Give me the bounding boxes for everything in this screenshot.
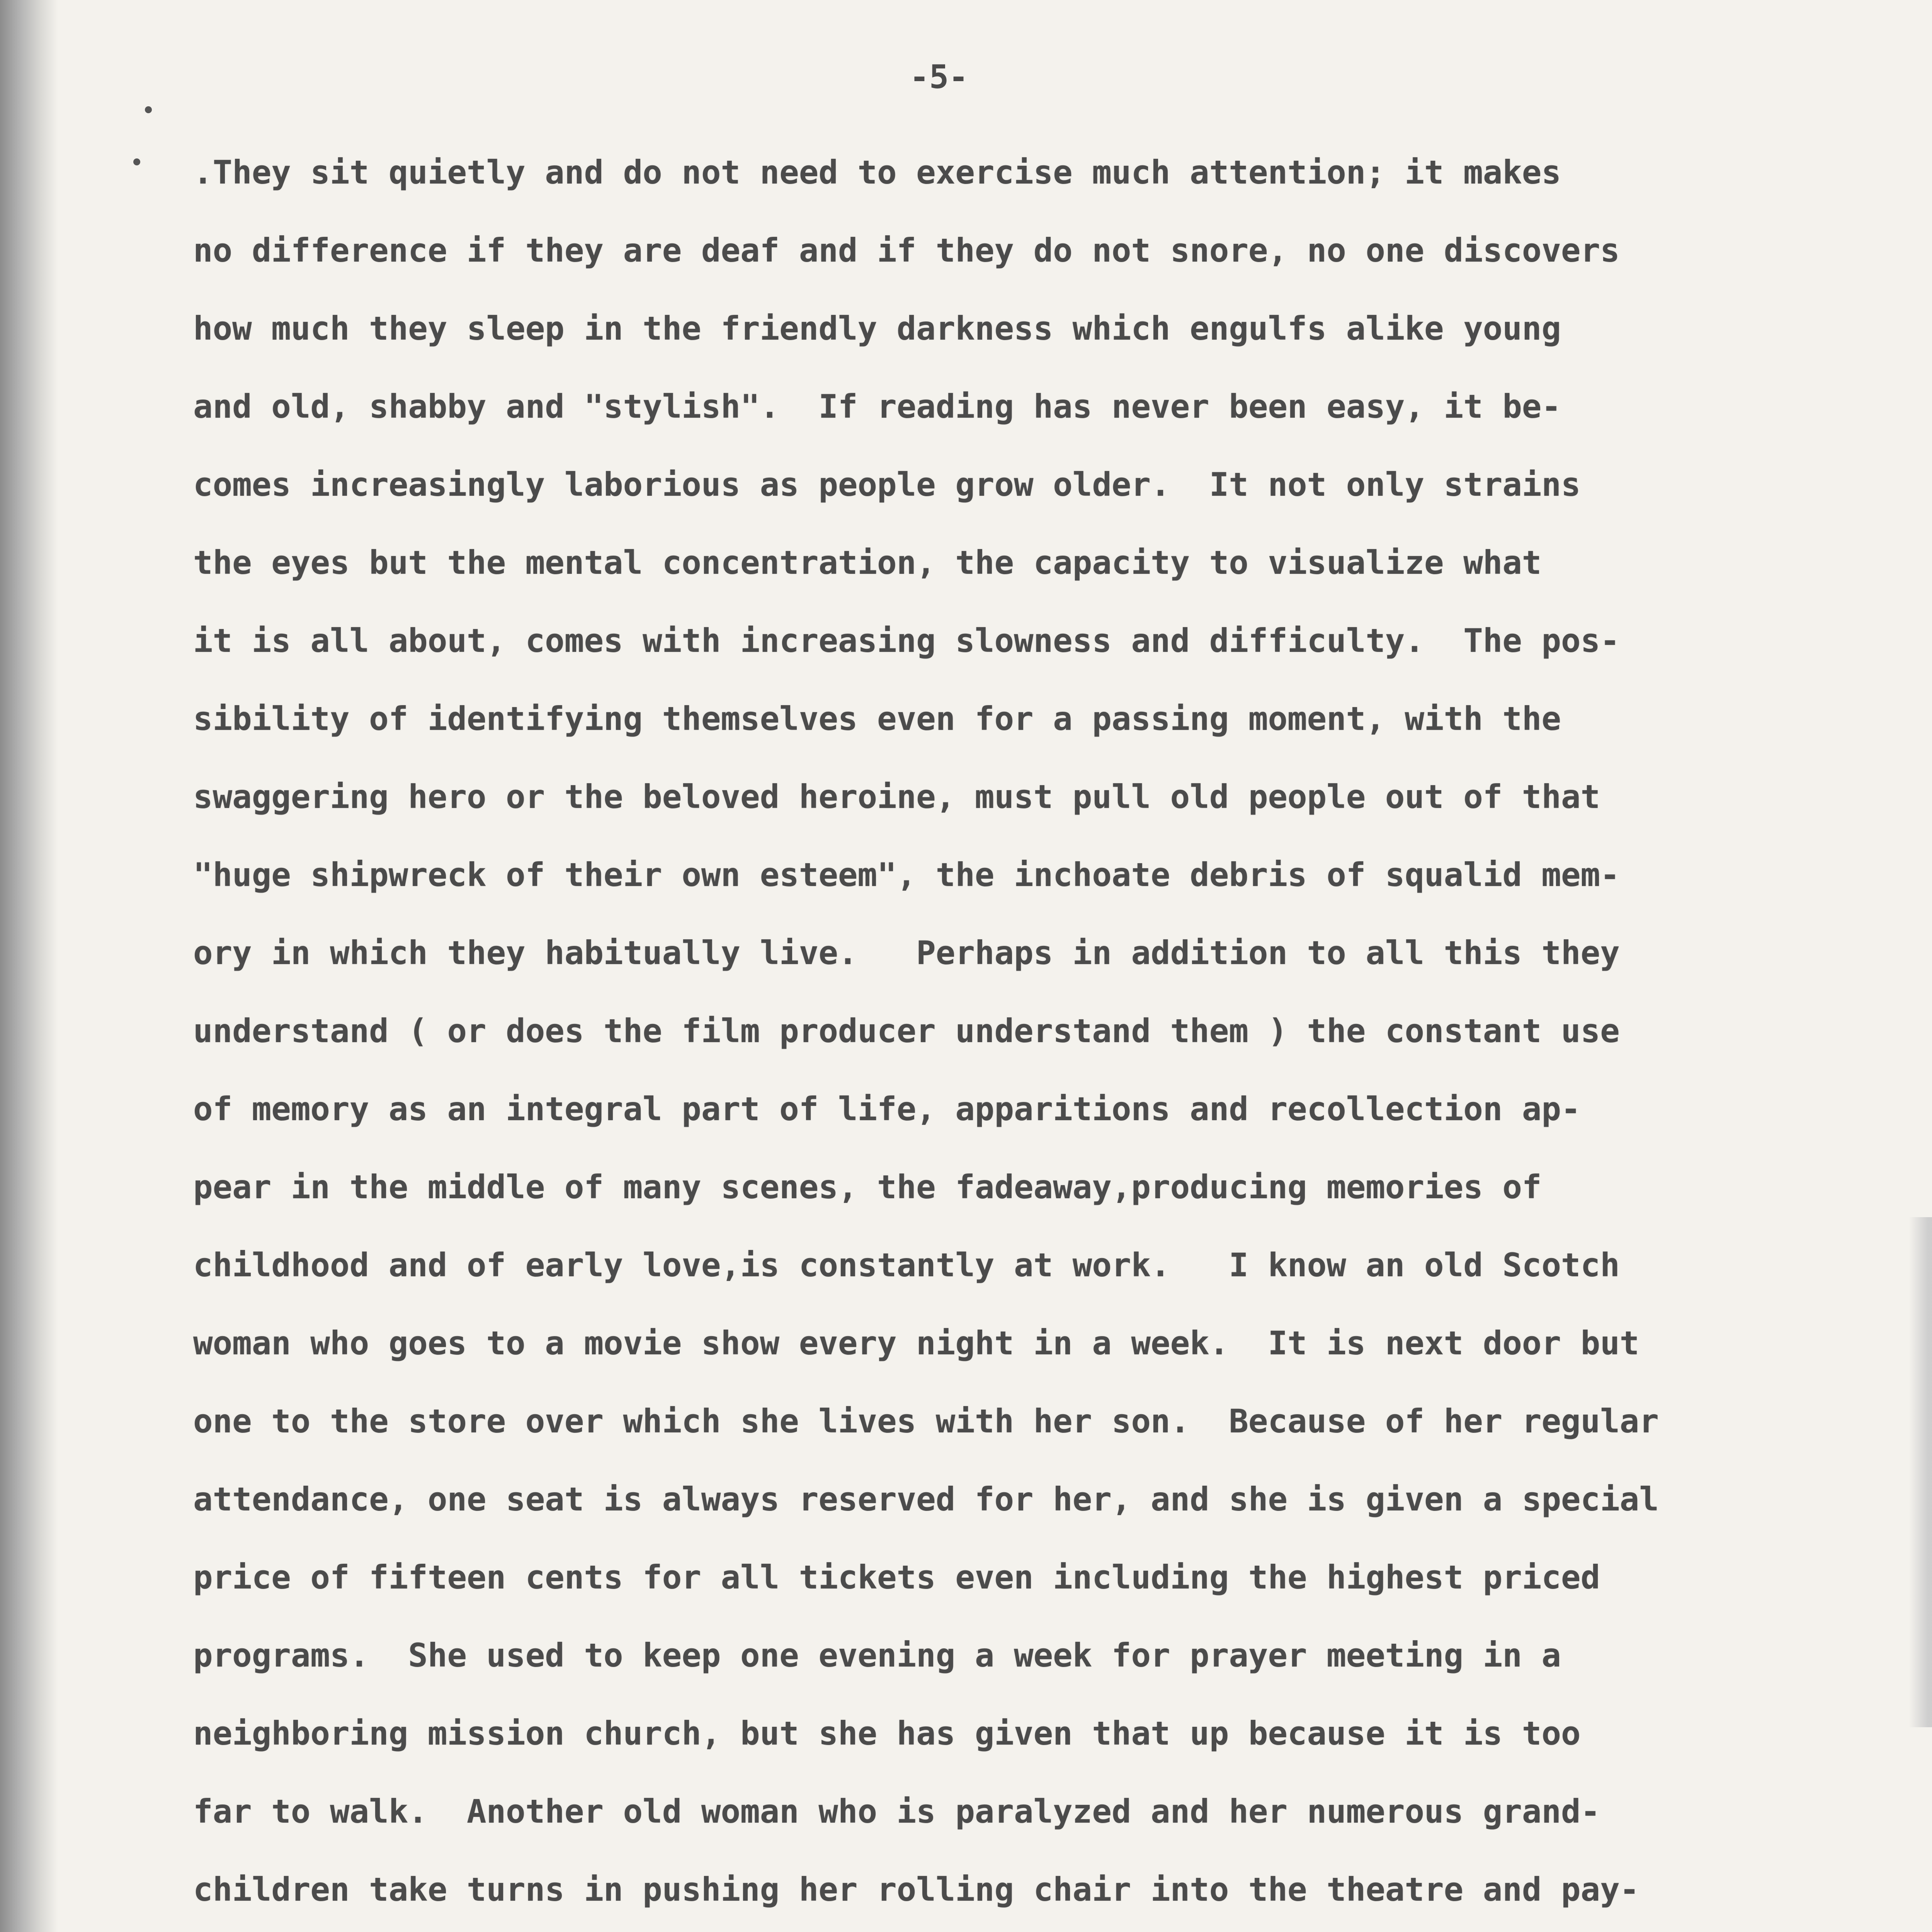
text-line: childhood and of early love,is constantly at work. I know an old Scotch: [193, 1246, 1620, 1284]
text-line: neighboring mission church, but she has given that up because it is too: [193, 1714, 1581, 1752]
text-line: .They sit quietly and do not need to exercise much attention; it makes: [193, 153, 1561, 191]
text-line: [193, 1929, 1932, 1932]
text-line: no difference if they are deaf and if they do not snore, no one discovers: [193, 231, 1620, 269]
body-text: [193, 133, 1932, 1932]
text-line: children take turns in pushing her rolling chair into the theatre and pay-: [193, 1871, 1639, 1908]
text-line: of memory as an integral part of life, apparitions and recollection ap-: [193, 1090, 1581, 1128]
text-line: the eyes but the mental concentration, the capacity to visualize what: [193, 544, 1542, 582]
scan-shadow-left: [0, 0, 58, 1932]
text-line: far to walk. Another old woman who is paralyzed and her numerous grand-: [193, 1793, 1600, 1830]
text-line: how much they sleep in the friendly darkness which engulfs alike young: [193, 310, 1561, 347]
text-line: it is all about, comes with increasing slowness and difficulty. The pos-: [193, 622, 1620, 660]
text-line: woman who goes to a movie show every night in a week. It is next door but: [193, 1324, 1639, 1362]
text-line: understand ( or does the film producer understand them ) the constant use: [193, 1012, 1620, 1050]
text-line: "huge shipwreck of their own esteem", the inchoate debris of squalid mem-: [193, 856, 1620, 894]
margin-dot: [145, 106, 152, 113]
text-line: pear in the middle of many scenes, the fadeaway,producing memories of: [193, 1168, 1542, 1206]
text-line: ory in which they habitually live. Perhaps in addition to all this they: [193, 934, 1620, 972]
text-line: attendance, one seat is always reserved for her, and she is given a special: [193, 1480, 1659, 1518]
text-line: price of fifteen cents for all tickets even including the highest priced: [193, 1558, 1600, 1596]
margin-dot: [133, 158, 140, 165]
text-line: swaggering hero or the beloved heroine, must pull old people out of that: [193, 778, 1600, 816]
text-line: programs. She used to keep one evening a week for prayer meeting in a: [193, 1636, 1561, 1674]
text-line: comes increasingly laborious as people grow older. It not only strains: [193, 466, 1581, 503]
page-number: -5-: [910, 58, 968, 96]
text-line: one to the store over which she lives with her son. Because of her regular: [193, 1402, 1659, 1440]
text-line: sibility of identifying themselves even for a passing moment, with the: [193, 700, 1561, 738]
text-line: and old, shabby and "stylish". If reading has never been easy, it be-: [193, 388, 1561, 425]
